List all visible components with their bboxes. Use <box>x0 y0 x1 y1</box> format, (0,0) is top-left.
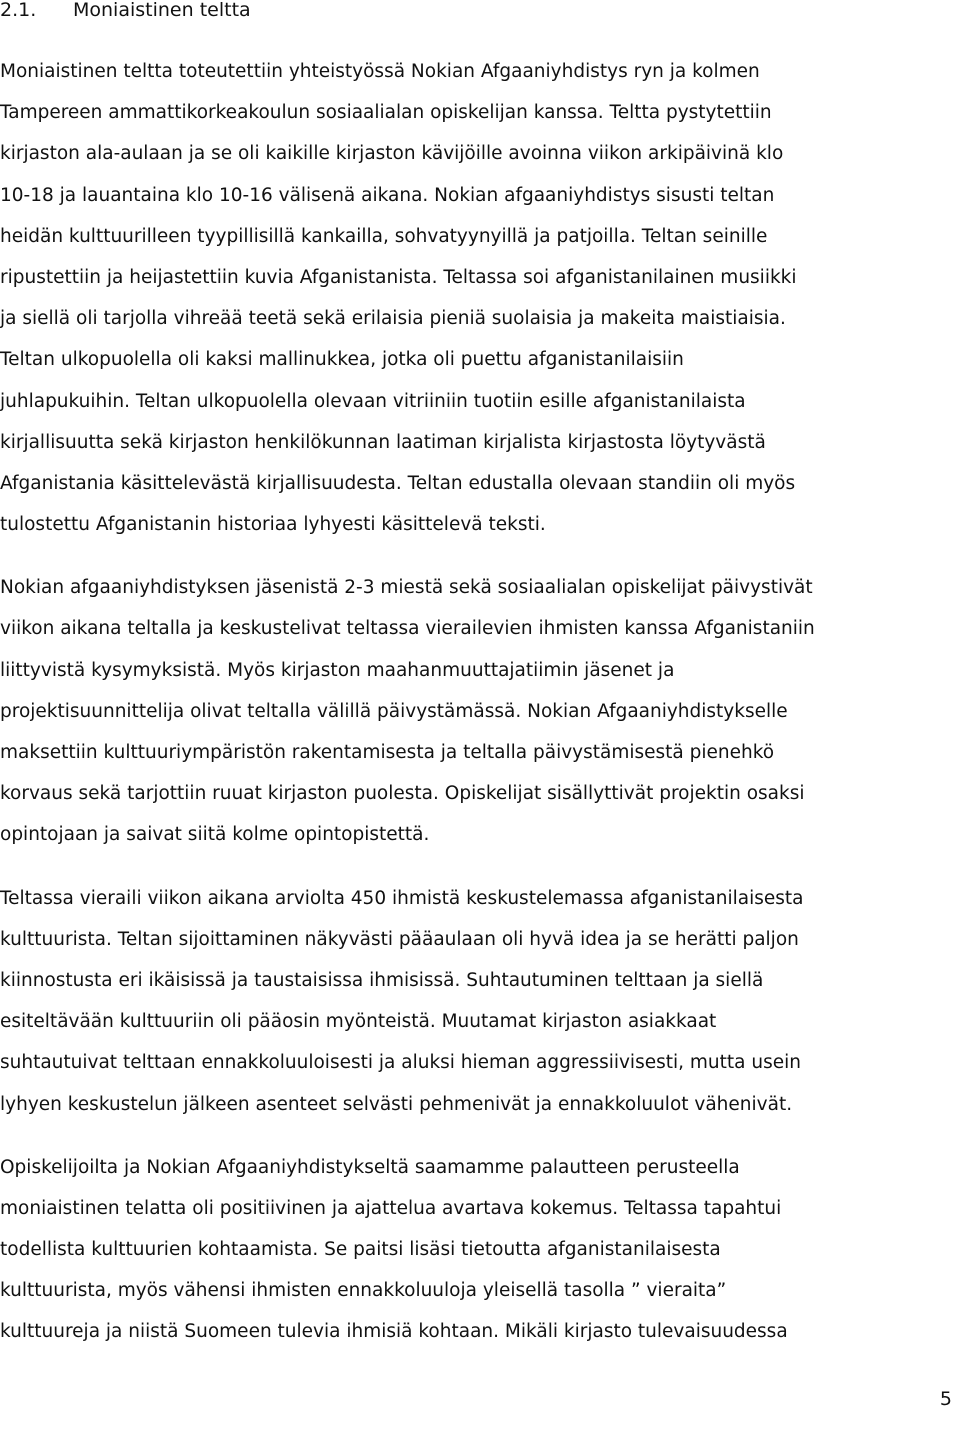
text-line: Afganistania käsittelevästä kirjallisuudesta. Teltan edustalla olevaan standiin oli myös <box>0 472 796 494</box>
text-line: lyhyen keskustelun jälkeen asenteet selvästi pehmenivät ja ennakkoluulot vähenivät. <box>0 1093 793 1115</box>
text-line: kulttuureja ja niistä Suomeen tulevia ihmisiä kohtaan. Mikäli kirjasto tulevaisuudessa <box>0 1321 788 1343</box>
section-heading <box>0 0 251 22</box>
section-number: 2.1. <box>0 0 37 21</box>
text-line: esiteltävään kulttuuriin oli pääosin myönteistä. Muutamat kirjaston asiakkaat <box>0 1011 717 1033</box>
paragraph-3 <box>0 878 940 1125</box>
page-number: 5 <box>939 1388 952 1410</box>
text-line: 10-18 ja lauantaina klo 10-16 välisenä aikana. Nokian afgaaniyhdistys sisusti teltan <box>0 184 775 206</box>
text-line: Teltassa vieraili viikon aikana arviolta 450 ihmistä keskustelemassa afganistanilaisesta <box>0 887 804 909</box>
text-line: tulostettu Afganistanin historiaa lyhyesti käsittelevä teksti. <box>0 514 546 536</box>
section-title: Moniaistinen teltta <box>73 0 251 21</box>
paragraph-2 <box>0 567 940 855</box>
text-line: Tampereen ammattikorkeakoulun sosiaalialan opiskelijan kanssa. Teltta pystytettiin <box>0 102 772 124</box>
text-line: todellista kulttuurien kohtaamista. Se paitsi lisäsi tietoutta afganistanilaisesta <box>0 1239 721 1261</box>
text-line: kiinnostusta eri ikäisissä ja taustaisissa ihmisissä. Suhtautuminen telttaan ja siellä <box>0 969 764 991</box>
text-line: viikon aikana teltalla ja keskustelivat teltassa vierailevien ihmisten kanssa Afganistaniin <box>0 618 815 640</box>
text-line: liittyvistä kysymyksistä. Myös kirjaston maahanmuuttajatiimin jäsenet ja <box>0 659 675 681</box>
text-line: Teltan ulkopuolella oli kaksi mallinukkea, jotka oli puettu afganistanilaisiin <box>0 349 684 371</box>
text-line: kulttuurista. Teltan sijoittaminen näkyvästi pääaulaan oli hyvä idea ja se herätti paljon <box>0 928 799 950</box>
text-line: maksettiin kulttuuriympäristön rakentamisesta ja teltalla päivystämisestä pienehkö <box>0 742 775 763</box>
text-line: Opiskelijoilta ja Nokian Afgaaniyhdistykseltä saamamme palautteen perusteella <box>0 1156 740 1178</box>
text-line: projektisuunnittelija olivat teltalla välillä päivystämässä. Nokian Afgaaniyhdistykselle <box>0 700 788 722</box>
text-line: ripustettiin ja heijastettiin kuvia Afganistanista. Teltassa soi afganistanilainen musiikki <box>0 266 797 288</box>
text-line: ja siellä oli tarjolla vihreää teetä sekä erilaisia pieniä suolaisia ja makeita maistiaisia. <box>0 308 786 330</box>
text-line: juhlapukuihin. Teltan ulkopuolella olevaan vitriiniin tuotiin esille afganistanilaista <box>0 390 746 412</box>
paragraph-1 <box>0 51 940 545</box>
text-line: kirjallisuutta sekä kirjaston henkilökunnan laatiman kirjalista kirjastosta löytyvästä <box>0 431 766 453</box>
paragraph-4 <box>0 1147 940 1353</box>
text-line: kirjaston ala-aulaan ja se oli kaikille kirjaston kävijöille avoinna viikon arkipäivinä klo <box>0 143 784 165</box>
text-line: Nokian afgaaniyhdistyksen jäsenistä 2-3 miestä sekä sosiaalialan opiskelijat päivystivät <box>0 577 813 599</box>
text-line: Moniaistinen teltta toteutettiin yhteistyössä Nokian Afgaaniyhdistys ryn ja kolmen <box>0 61 760 82</box>
text-line: korvaus sekä tarjottiin ruuat kirjaston puolesta. Opiskelijat sisällyttivät projektin osaksi <box>0 783 805 805</box>
text-line: heidän kulttuurilleen tyypillisillä kankailla, sohvatyynyillä ja patjoilla. Teltan seinille <box>0 225 768 247</box>
text-line: opintojaan ja saivat siitä kolme opintopistettä. <box>0 824 430 846</box>
text-line: kulttuurista, myös vähensi ihmisten ennakkoluuloja yleisellä tasolla ” vieraita” <box>0 1280 727 1302</box>
body-text <box>0 51 940 1353</box>
text-line: moniaistinen telatta oli positiivinen ja ajattelua avartava kokemus. Teltassa tapahtui <box>0 1197 782 1219</box>
text-line: suhtautuivat telttaan ennakkoluuloisesti ja aluksi hieman aggressiivisesti, mutta usein <box>0 1052 801 1074</box>
